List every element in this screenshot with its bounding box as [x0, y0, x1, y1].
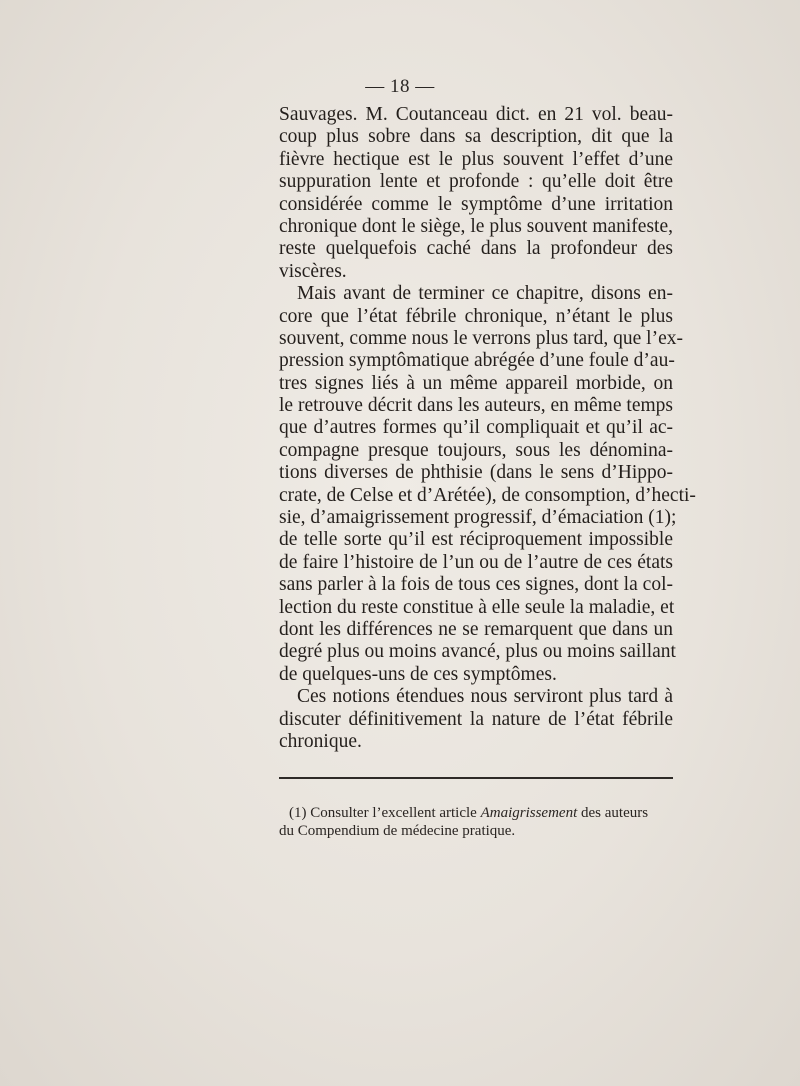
text-line: coup plus sobre dans sa description, dit que la: [279, 126, 673, 148]
text-line: considérée comme le symptôme d’une irritation: [279, 193, 673, 215]
text-line: souvent, comme nous le verrons plus tard, que l’ex-: [279, 327, 683, 349]
text-line: degré plus ou moins avancé, plus ou moins saillant: [279, 641, 676, 663]
text-line: Mais avant de terminer ce chapitre, disons en-: [297, 283, 673, 305]
text-line: compagne presque toujours, sous les dénomina-: [279, 439, 673, 461]
footnote-suffix: des auteurs: [577, 805, 649, 821]
text-line: discuter définitivement la nature de l’état fébrile: [279, 708, 673, 730]
body-text: [279, 104, 696, 753]
text-line: Sauvages. M. Coutanceau dict. en 21 vol. beau-: [279, 104, 673, 125]
footnote: [279, 804, 673, 840]
paragraph-2: [279, 283, 696, 686]
text-line: Ces notions étendues nous serviront plus tard à: [297, 686, 673, 708]
footnote-separator-rule: [279, 777, 673, 779]
text-line: fièvre hectique est le plus souvent l’effet d’une: [279, 148, 673, 170]
text-line: chronique dont le siège, le plus souvent manifeste,: [279, 215, 673, 237]
text-line: sans parler à la fois de tous ces signes, dont la col-: [279, 574, 673, 596]
text-line: chronique.: [279, 730, 362, 752]
footnote-italic-term: Amaigrissement: [480, 805, 578, 821]
paragraph-1: [279, 104, 673, 283]
text-line: de quelques-uns de ces symptômes.: [279, 663, 557, 685]
text-line: viscères.: [279, 260, 347, 282]
text-line: tions diverses de phthisie (dans le sens d’Hippo-: [279, 462, 673, 484]
text-line: tres signes liés à un même appareil morbide, on: [279, 372, 673, 394]
text-line: lection du reste constitue à elle seule la maladie, et: [279, 596, 675, 618]
footnote-line-2: du Compendium de médecine pratique.: [279, 823, 516, 839]
text-line: dont les différences ne se remarquent que dans un: [279, 618, 673, 640]
text-line: reste quelquefois caché dans la profondeur des: [279, 238, 673, 260]
text-line: de faire l’histoire de l’un ou de l’autre de ces états: [279, 551, 673, 573]
text-line: que d’autres formes qu’il compliquait et qu’il ac-: [279, 417, 673, 439]
text-line: crate, de Celse et d’Arétée), de consomption, d’hecti-: [279, 484, 696, 506]
footnote-line-1: [279, 804, 673, 822]
page-number: — 18 —: [365, 76, 435, 97]
text-line: pression symptômatique abrégée d’une foule d’au-: [279, 350, 675, 372]
paragraph-3: [279, 686, 673, 753]
footnote-prefix: (1) Consulter l’excellent article: [289, 805, 481, 821]
text-line: le retrouve décrit dans les auteurs, en même temps: [279, 395, 673, 417]
text-line: suppuration lente et profonde : qu’elle doit être: [279, 171, 673, 193]
text-line: core que l’état fébrile chronique, n’étant le plus: [279, 305, 673, 327]
text-line: de telle sorte qu’il est réciproquement impossible: [279, 529, 673, 551]
text-line: sie, d’amaigrissement progressif, d’émaciation (1);: [279, 507, 677, 529]
